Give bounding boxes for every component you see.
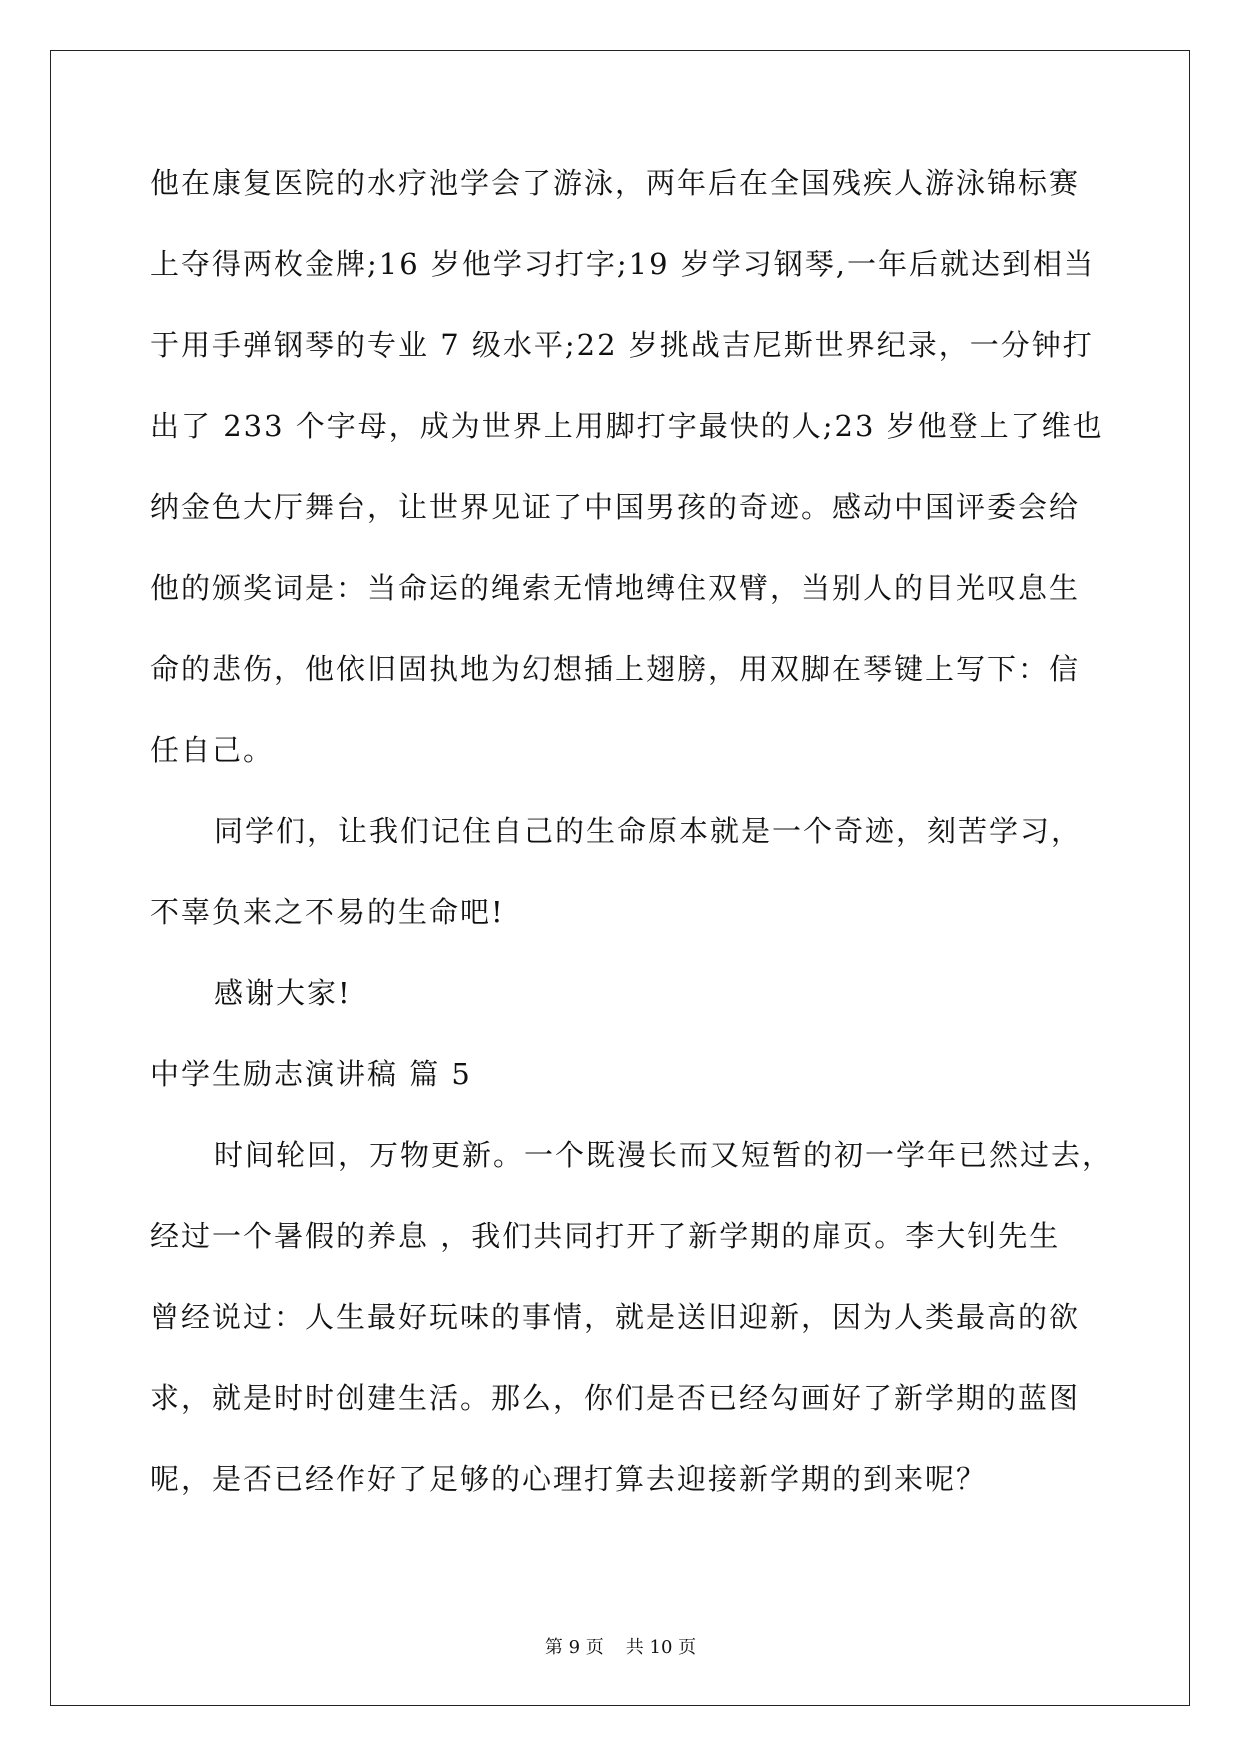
page-number: 第 9 页 xyxy=(544,1637,604,1658)
text-line: 呢，是否已经作好了足够的心理打算去迎接新学期的到来呢？ xyxy=(150,1462,988,1496)
text-line: 曾经说过：人生最好玩味的事情，就是送旧迎新，因为人类最高的欲 xyxy=(150,1300,1081,1334)
page-total: 共 10 页 xyxy=(625,1637,697,1658)
text-line: 时间轮回，万物更新。一个既漫长而又短暂的初一学年已然过去， xyxy=(214,1138,1114,1172)
text-line: 不辜负来之不易的生命吧! xyxy=(150,895,505,929)
text-line: 纳金色大厅舞台，让世界见证了中国男孩的奇迹。感动中国评委会给 xyxy=(150,490,1081,524)
text-line: 任自己。 xyxy=(150,733,275,767)
text-line: 感谢大家! xyxy=(214,976,352,1010)
text-line: 出了 233 个字母，成为世界上用脚打字最快的人;23 岁他登上了维也 xyxy=(150,409,1104,443)
text-line: 命的悲伤，他依旧固执地为幻想插上翅膀，用双脚在琴键上写下：信 xyxy=(150,652,1081,686)
text-line: 于用手弹钢琴的专业 7 级水平;22 岁挑战吉尼斯世界纪录，一分钟打 xyxy=(150,328,1094,362)
section-heading: 中学生励志演讲稿 篇 5 xyxy=(150,1057,472,1091)
text-line: 他的颁奖词是：当命运的绳索无情地缚住双臂，当别人的目光叹息生 xyxy=(150,571,1081,605)
text-line: 同学们，让我们记住自己的生命原本就是一个奇迹，刻苦学习， xyxy=(214,814,1083,848)
document-body xyxy=(150,163,1114,1540)
page-footer xyxy=(0,1633,1241,1659)
text-line: 经过一个暑假的养息 ，我们共同打开了新学期的扉页。李大钊先生 xyxy=(150,1219,1061,1253)
text-line: 上夺得两枚金牌;16 岁他学习打字;19 岁学习钢琴,一年后就达到相当 xyxy=(150,247,1095,281)
text-line: 求，就是时时创建生活。那么，你们是否已经勾画好了新学期的蓝图 xyxy=(150,1381,1081,1415)
text-line: 他在康复医院的水疗池学会了游泳，两年后在全国残疾人游泳锦标赛 xyxy=(150,166,1081,200)
